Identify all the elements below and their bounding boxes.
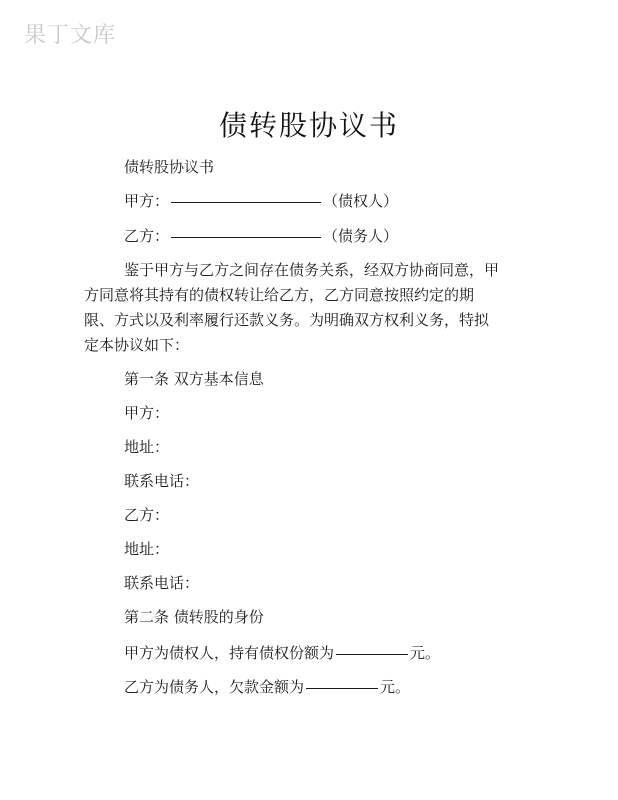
creditor-share-unit: 元。 — [410, 644, 441, 662]
page-title: 债转股协议书 — [218, 109, 399, 142]
party-b-blank — [171, 236, 321, 238]
debt-amount-blank — [306, 687, 378, 689]
intro-line-3: 限、方式以及利率履行还款义务。为明确双方权利义务，特拟 — [84, 311, 490, 329]
party-b-label: 乙方： — [124, 227, 170, 245]
article-1-phone-a: 联系电话： — [124, 472, 200, 490]
article-1-party-a: 甲方： — [124, 404, 170, 422]
party-a-label: 甲方： — [124, 192, 170, 210]
doc-subtitle: 债转股协议书 — [124, 158, 215, 176]
article-1-heading: 第一条 双方基本信息 — [124, 370, 264, 388]
article-1-phone-b: 联系电话： — [124, 574, 200, 592]
debt-amount-text: 乙方为债务人，欠款金额为 — [124, 678, 305, 696]
intro-line-1: 鉴于甲方与乙方之间存在债务关系，经双方协商同意，甲 — [124, 261, 500, 279]
party-a-line — [124, 190, 398, 211]
party-a-role: （债权人） — [323, 192, 399, 210]
article-2-line-2 — [124, 676, 410, 697]
party-a-blank — [171, 201, 321, 203]
intro-line-4: 定本协议如下： — [84, 336, 190, 354]
article-1-party-b: 乙方： — [124, 506, 170, 524]
creditor-share-text: 甲方为债权人，持有债权份额为 — [124, 644, 335, 662]
creditor-share-blank — [336, 653, 408, 655]
watermark-logo: 果丁文库 — [24, 23, 117, 48]
article-1-address-a: 地址： — [124, 438, 170, 456]
party-b-role: （债务人） — [323, 227, 399, 245]
article-1-address-b: 地址： — [124, 540, 170, 558]
article-2-line-1 — [124, 642, 440, 663]
intro-line-2: 方同意将其持有的债权转让给乙方，乙方同意按照约定的期 — [84, 286, 475, 304]
article-2-heading: 第二条 债转股的身份 — [124, 608, 264, 626]
debt-amount-unit: 元。 — [380, 678, 411, 696]
party-b-line — [124, 225, 398, 246]
